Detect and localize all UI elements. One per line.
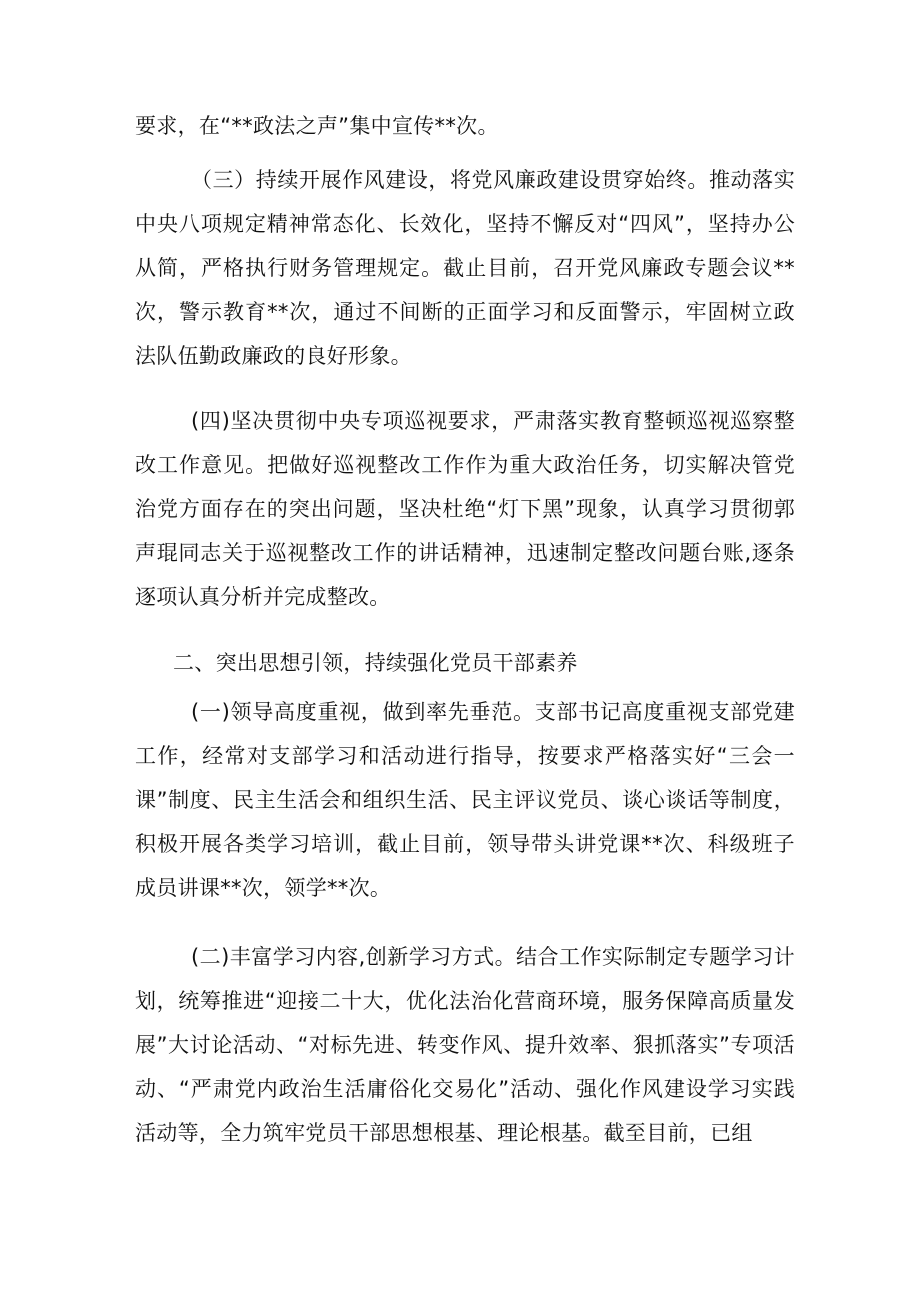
paragraph-section-3 xyxy=(135,158,795,378)
paragraph-text: 推动落实中央八项规定精神常态化、长效化，坚持不懈反对“四风”，坚持办公从简，严格执行财务管理规定。截止目前，召开党风廉政专题会议**次，警示教育**次，通过不间断的正面学习和反面警示，牢固树立政法队伍勤政廉政的良好形象。 xyxy=(135,168,795,368)
paragraph-text: 把做好巡视整改工作作为重大政治任务，切实解决管党治党方面存在的突出问题，坚决杜绝“灯下黑”现象，认真学习贯彻郭声琨同志关于巡视整改工作的讲话精神，迅速制定整改问题台账,逐条逐项认真分析并完成整改。 xyxy=(135,453,795,609)
paragraph-text: 要求，在“**政法之声”集中宣传**次。 xyxy=(135,114,499,138)
paragraph-text: 支部书记高度重视支部党建工作，经常对支部学习和活动进行指导，按要求严格落实好“三会一课”制度、民主生活会和组织生活、民主评议党员、谈心谈话等制度，积极开展各类学习培训，截止目前，领导带头讲党课**次、科级班子成员讲课**次，领学**次。 xyxy=(135,700,795,900)
paragraph-subsection-1 xyxy=(135,690,795,910)
paragraph-lead: (四)坚决贯彻中央专项巡视要求，严肃落实教育整顿巡视巡察整改工作意见。 xyxy=(135,409,795,477)
paragraph-lead: （三）持续开展作风建设，将党风廉政建设贯穿始终。 xyxy=(191,168,709,192)
paragraph-text: 结合工作实际制定专题学习计划，统筹推进“迎接二十大，优化法治化营商环境，服务保障高质量发展”大讨论活动、“对标先进、转变作风、提升效率、狠抓落实”专项活动、“严肃党内政治生活庸俗化交易化”活动、强化作风建设学习实践活动等，全力筑牢党员干部思想根基、理论根基。截至目前，已组 xyxy=(135,945,795,1145)
paragraph-section-4 xyxy=(135,399,795,619)
paragraph-continuation xyxy=(135,104,795,148)
heading-text: 二、突出思想引领，持续强化党员干部素养 xyxy=(173,651,578,675)
paragraph-lead: (一)领导高度重视，做到率先垂范。 xyxy=(191,700,535,724)
paragraph-lead: (二)丰富学习内容,创新学习方式。 xyxy=(191,945,517,969)
paragraph-subsection-2 xyxy=(135,935,795,1155)
section-heading xyxy=(135,641,795,685)
